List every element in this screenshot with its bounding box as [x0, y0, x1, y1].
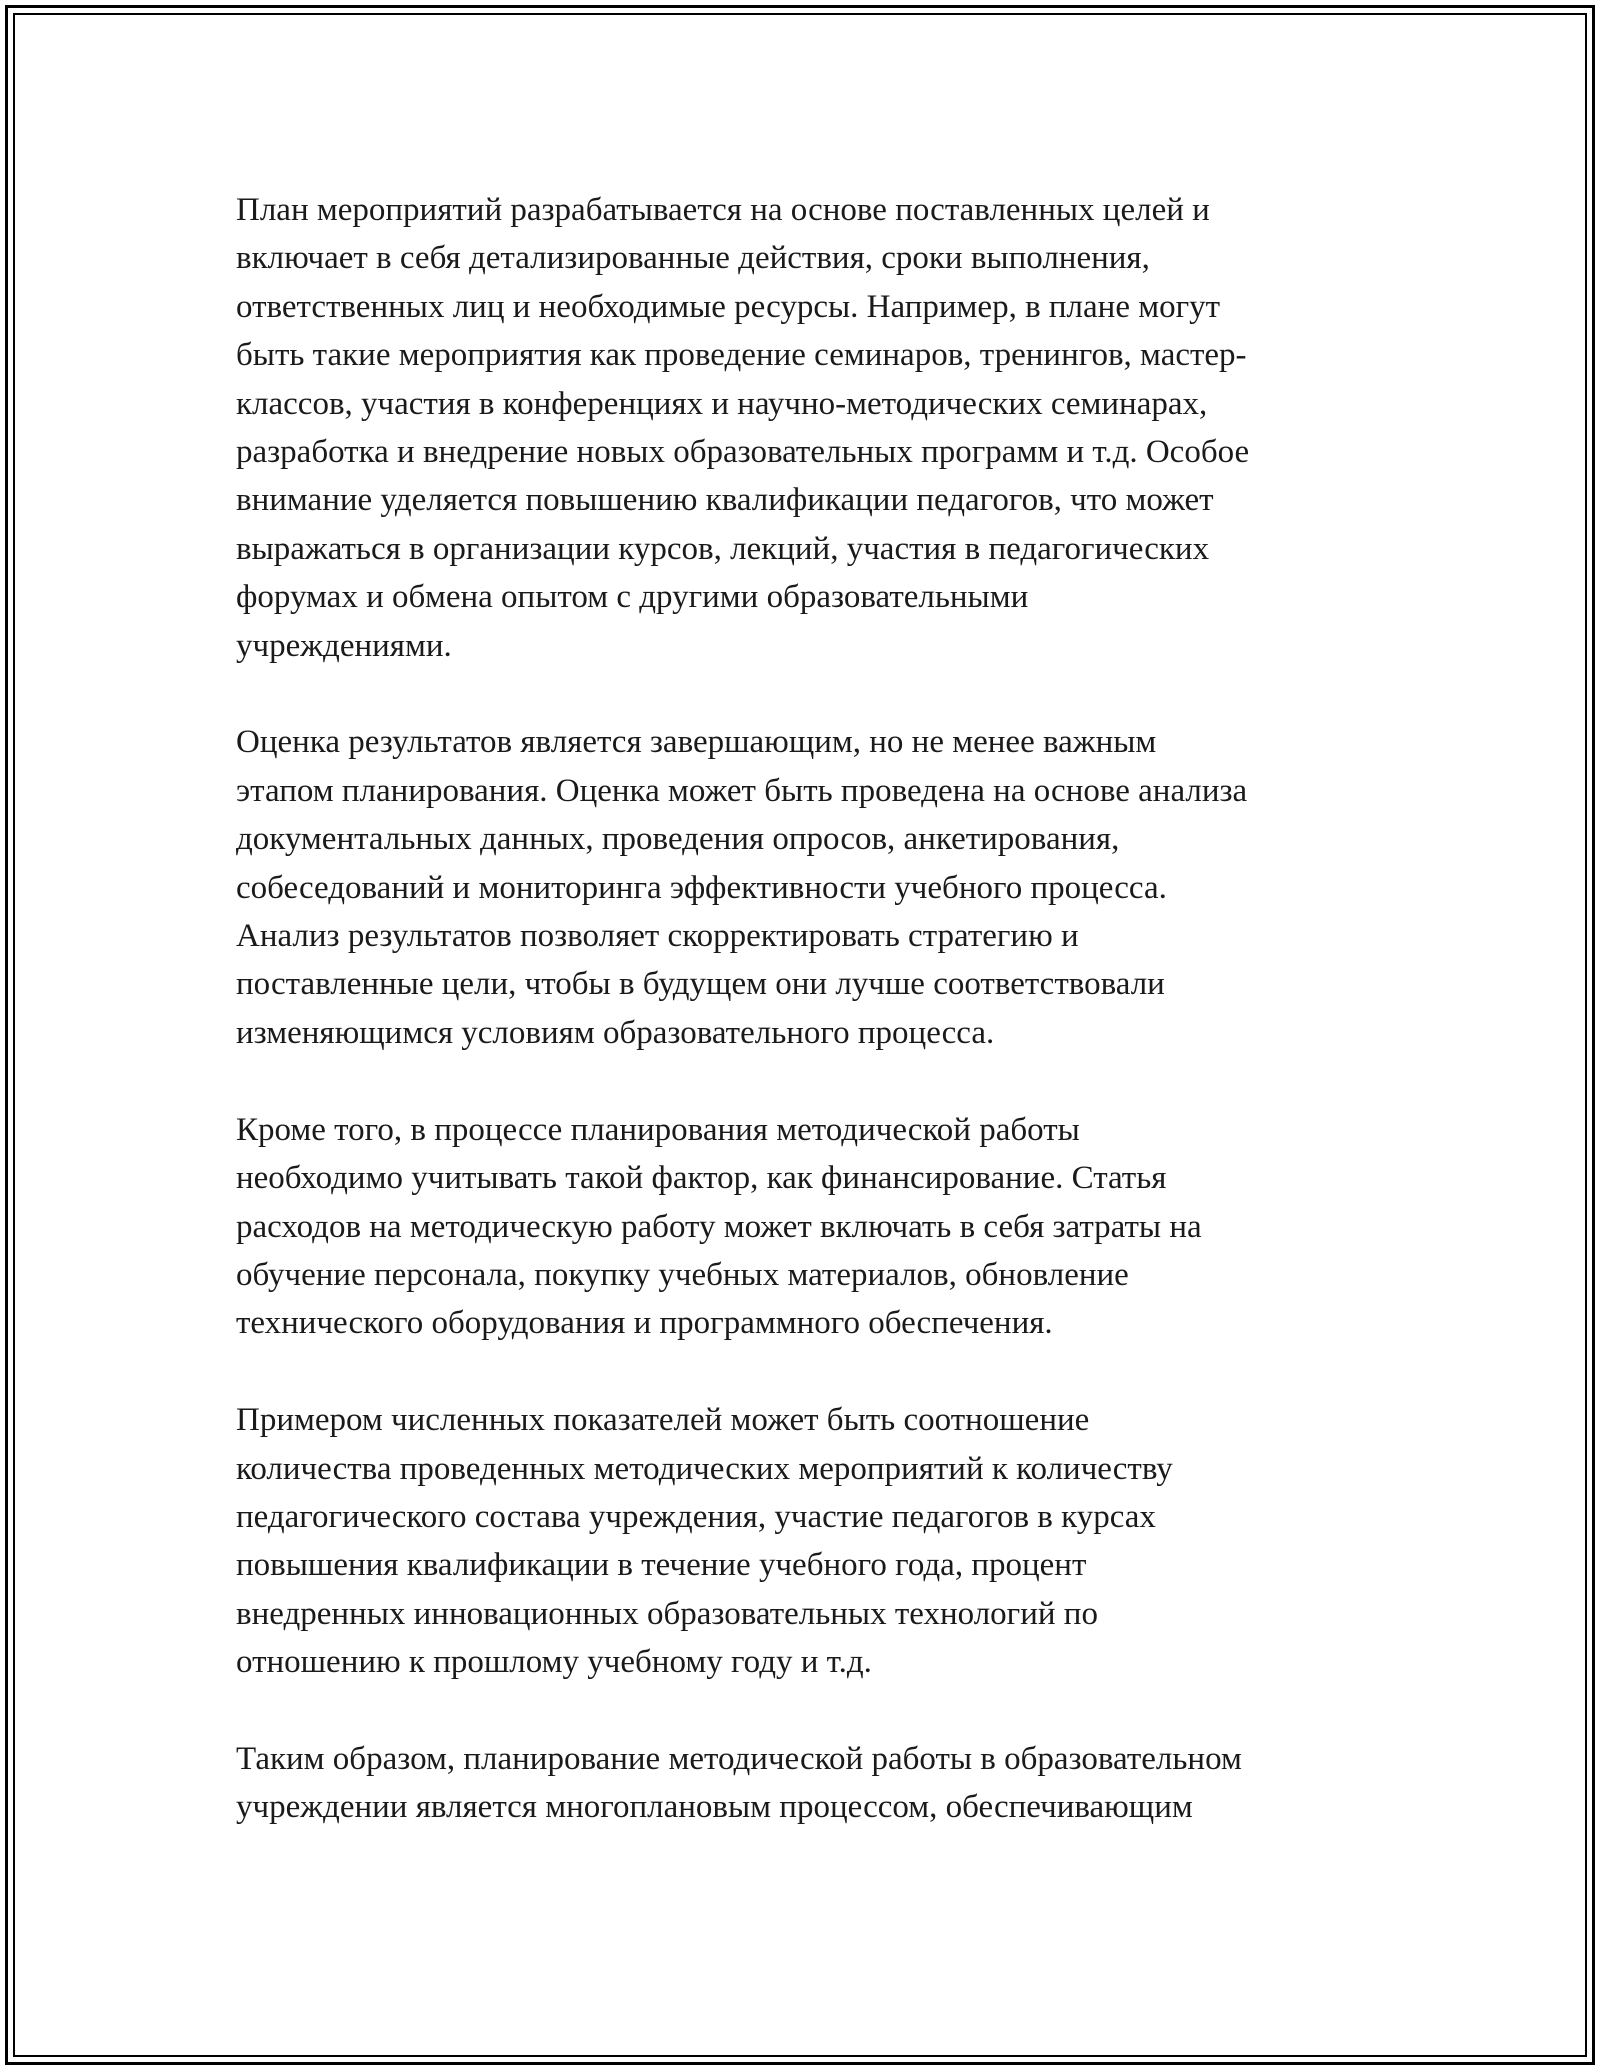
paragraph-financing — [236, 1106, 1376, 1348]
text-line: Анализ результатов позволяет скорректировать стратегию и — [236, 918, 1079, 955]
text-line: План мероприятий разрабатывается на основе поставленных целей и — [236, 192, 1210, 228]
paragraph-action-plan — [236, 186, 1376, 670]
paragraph-results-evaluation — [236, 718, 1376, 1057]
text-line: учреждении является многоплановым процессом, обеспечивающим — [236, 1789, 1193, 1826]
paragraph-conclusion — [236, 1735, 1376, 1832]
text-line: изменяющимся условиям образовательного процесса. — [236, 1014, 995, 1051]
text-line: Примером численных показателей может быть соотношение — [236, 1402, 1090, 1439]
paragraph-numeric-indicators — [236, 1396, 1376, 1686]
text-line: внедренных инновационных образовательных технологий по — [236, 1595, 1098, 1632]
text-line: разработка и внедрение новых образовательных программ и т.д. Особое — [236, 434, 1250, 471]
text-line: Таким образом, планирование методической работы в образовательном — [236, 1740, 1242, 1777]
text-line: технического оборудования и программного обеспечения. — [236, 1305, 1053, 1342]
text-line: документальных данных, проведения опросов, анкетирования, — [236, 821, 1120, 858]
text-line: повышения квалификации в течение учебного года, процент — [236, 1547, 1087, 1584]
text-line: выражаться в организации курсов, лекций, участия в педагогических — [236, 530, 1210, 567]
text-line: отношению к прошлому учебному году и т.д. — [236, 1644, 872, 1681]
text-line: Оценка результатов является завершающим, но не менее важным — [236, 724, 1157, 761]
text-line: количества проведенных методических мероприятий к количеству — [236, 1450, 1173, 1487]
text-line: необходимо учитывать такой фактор, как финансирование. Статья — [236, 1160, 1167, 1197]
text-line: форумах и обмена опытом с другими образовательными — [236, 579, 1029, 616]
text-line: педагогического состава учреждения, участие педагогов в курсах — [236, 1498, 1156, 1535]
text-line: ответственных лиц и необходимые ресурсы. Например, в плане могут — [236, 288, 1221, 325]
text-line: классов, участия в конференциях и научно-методических семинарах, — [236, 385, 1208, 422]
text-line: обучение персонала, покупку учебных материалов, обновление — [236, 1256, 1129, 1293]
text-line: быть такие мероприятия как проведение семинаров, тренингов, мастер- — [236, 337, 1247, 374]
text-line: поставленные цели, чтобы в будущем они лучше соответствовали — [236, 966, 1165, 1003]
text-line: этапом планирования. Оценка может быть проведена на основе анализа — [236, 772, 1248, 809]
text-line: собеседований и мониторинга эффективности учебного процесса. — [236, 869, 1167, 906]
text-line: включает в себя детализированные действия, сроки выполнения, — [236, 240, 1150, 277]
text-line: расходов на методическую работу может включать в себя затраты на — [236, 1208, 1202, 1245]
text-line: Кроме того, в процессе планирования методической работы — [236, 1111, 1080, 1148]
document-body — [236, 186, 1376, 1832]
text-line: внимание уделяется повышению квалификации педагогов, что может — [236, 482, 1214, 519]
text-line: учреждениями. — [236, 627, 452, 664]
